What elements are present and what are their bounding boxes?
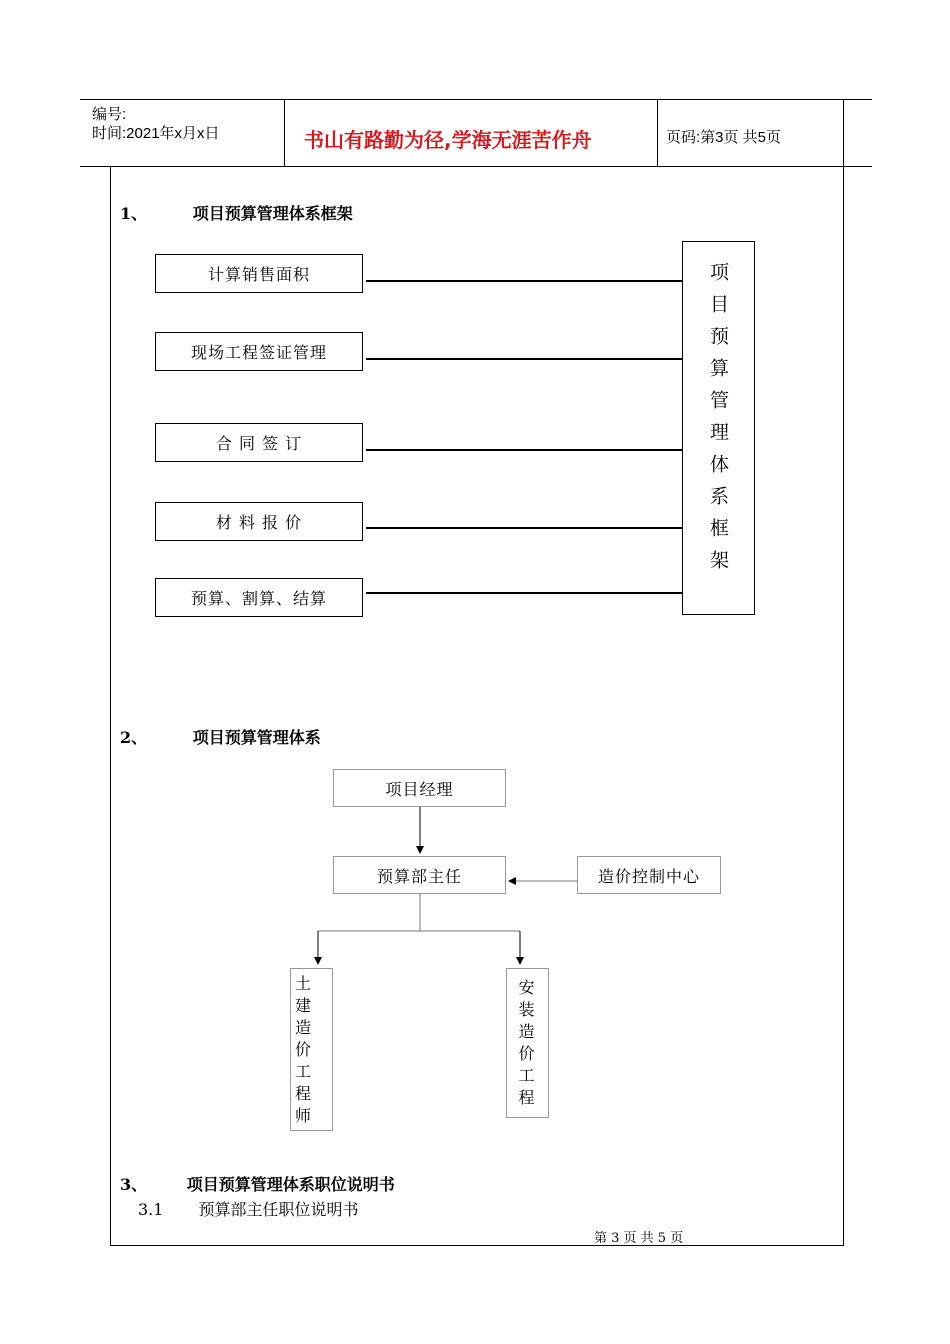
civil-engineer-label: 土建造价工程师 bbox=[295, 974, 313, 1125]
item-material-quote: 材 料 报 价 bbox=[155, 502, 363, 541]
section2-title: 2、 项目预算管理体系 bbox=[120, 728, 321, 747]
page-footer: 第 3 页 共 5 页 bbox=[594, 1231, 684, 1246]
framework-label: 项目预算管理体系框架 bbox=[707, 262, 729, 582]
install-engineer-box bbox=[506, 968, 549, 1118]
cost-center-box: 造价控制中心 bbox=[577, 856, 721, 894]
civil-engineer-box bbox=[290, 968, 333, 1131]
section1-title: 1、 项目预算管理体系框架 bbox=[120, 204, 353, 223]
item-settlement: 预算、割算、结算 bbox=[155, 578, 363, 617]
item-sales-area: 计算销售面积 bbox=[155, 254, 363, 293]
item-site-visa: 现场工程签证管理 bbox=[155, 332, 363, 371]
item-contract: 合 同 签 订 bbox=[155, 423, 363, 462]
motto: 书山有路勤为径,学海无涯苦作舟 bbox=[304, 128, 592, 152]
time-label: 时间:2021年x月x日 bbox=[92, 125, 220, 142]
number-label: 编号: bbox=[92, 106, 127, 123]
install-engineer-label: 安装造价工程 bbox=[518, 978, 536, 1107]
section3-title: 3、 项目预算管理体系职位说明书 bbox=[120, 1175, 395, 1194]
page-info: 页码:第3页 共5页 bbox=[666, 129, 782, 146]
budget-director-box: 预算部主任 bbox=[333, 856, 506, 894]
section3-subtitle: 3.1 预算部主任职位说明书 bbox=[138, 1200, 359, 1219]
project-manager-box: 项目经理 bbox=[333, 769, 506, 807]
